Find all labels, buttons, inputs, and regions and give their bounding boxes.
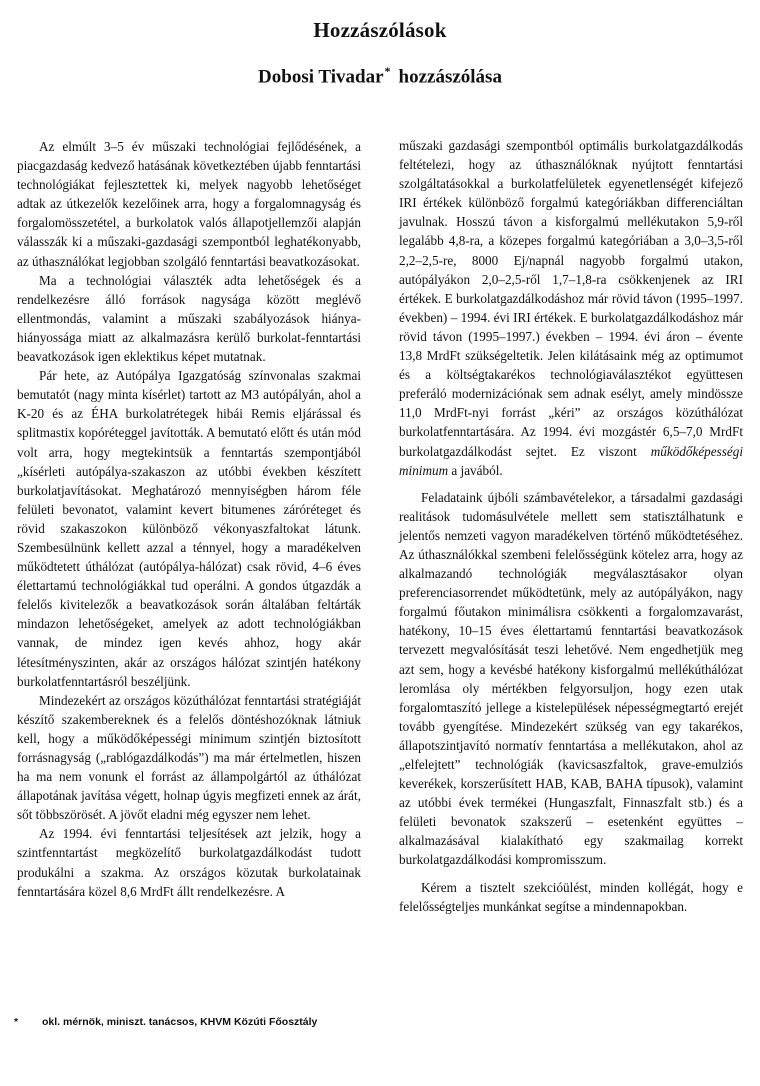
author-name: Dobosi Tivadar: [258, 66, 384, 88]
left-column: [17, 137, 361, 901]
article-subtitle: [0, 64, 760, 88]
continuation-text: műszaki gazdasági szempontból optimális burkolatgazdálkodás feltételezi, hogy az úthasználóknak nyújtott fenntartási szolgáltatásokkal a burkolatfelületek egyenetlenségét kifejező IRI értékek különböző forgalmú kategóriákban differenciáltan javulnak. Hosszú távon a kisforgalmú mellékutakon 5,9-ről legalább 4,8-ra, a közepes forgalmú kategóriában a 3,0–3,5-ről 2,2–2,5-re, 8000 Ej/napnál nagyobb forgalmú utakon, autópályákon 2,0–2,5-ről 1,7–1,8-ra csökkenjenek az IRI értékek. E burkolatgazdálkodáshoz már rövid távon (1995–1997. években) – 1994. évi IRI értékek. E burkolatgazdálkodáshoz már rövid távon (1995–1997.) években – 1994. évi áron – évente 13,8 MrdFt szükségeltetik. Jelen kilátásaink még az optimumot és a költségtakarékos technológiaválasztékot együttesen preferáló modernizációnak sem adnak esélyt, amely mindössze 11,0 MrdFt-nyi forrást „kéri” az országos közúthálózat burkolatfenntartására. Az 1994. évi mozgástér 6,5–7,0 MrdFt burkolatgazdálkodást sejtet. Ez viszont: [399, 138, 743, 459]
paragraph: Mindezekért az országos közúthálózat fenntartási stratégiáját készítő szakembereknek és a felelős döntéshozóknak látniuk kell, hogy a működőképességi minimum szintjén biztosított forrásnagyság („rablógazdálkodás”) ma már értelmetlen, hiszen ha ma nem vonunk el forrást az állampolgártól az úthálózat állapotának javítása végett, holnap úgyis megfizeti ennek az árát, sőt többszörösét. A jövőt eladni még egyszer nem lehet.: [17, 692, 361, 823]
paragraph: Az elmúlt 3–5 év műszaki technológiai fejlődésének, a piacgazdaság kedvező hatásának következtében újabb fenntartási technológiákat fejlesztettek ki, melyek nagyobb lehetőséget adtak az útkezelők kezelőinek arra, hogy a forgalomnagyság és forgalomösszetétel, a burkolatok valós állapotjellemzői alapján válasszák ki a műszaki-gazdasági szempontból leghatékonyabb, az úthasználókat legjobban szolgáló fenntartási beavatkozásokat.: [17, 139, 361, 269]
footnote-text: okl. mérnök, miniszt. tanácsos, KHVM Közúti Főosztály: [42, 1016, 318, 1028]
right-column: [399, 136, 743, 916]
author-footnote-mark: *: [384, 64, 391, 78]
paragraph-continuation: [399, 136, 743, 480]
footnote-mark: *: [14, 1016, 19, 1028]
continuation-end: a javából.: [448, 462, 503, 478]
subtitle-suffix: hozzászólása: [398, 66, 502, 88]
paragraph: Feladataink újbóli számbavételekor, a társadalmi gazdasági realitások tudomásulvétele mellett sem statisztálhatunk e jelentős nemzeti vagyon maradékelven történő működtetéséhez. Az úthasználókkal szembeni felelősségünk kötelez arra, hogy az alkalmazandó technológiák megválasztásakor olyan preferenciasorrendet működtetünk, mely az autópályákon, nagy forgalmú főutakon minimálisra csökkenti a forgalomzavarást, hatékony, 10–15 éves élettartamú fenntartási beavatkozások tervezett megvalósítását teszi lehetővé. Nem engedhetjük meg azt sem, hogy a kevésbé hatékony kisforgalmú mellékúthálózat leromlása oly mértékben felgyorsuljon, hogy ezen utak forgalomtaszító jellege a kistelepülések népességmegtartó erejét tovább gyengítése. Mindezekért szükség van egy takarékos, állapotszintjavító normatív fenntartása a mellékutakon, ahol az „elfelejtett” technológiák (kavicsaszfaltok, grave-emulziós keverékek, korszerűsített HAB, KAB, BAHA típusok), valamint az utóbbi évek termékei (Hungaszfalt, Finnaszfalt stb.) és a felületi bevonatok szakszerű – esetenként együttes – alkalmazásával kialakítható egy szakmailag korrekt burkolatgazdálkodási kompromisszum.: [399, 489, 743, 868]
footnote: [14, 1016, 317, 1028]
paragraph: Kérem a tisztelt szekcióülést, minden kollégát, hogy e felelősségteljes munkánkat segítse a mindennapokban.: [399, 879, 743, 914]
paragraph: Az 1994. évi fenntartási teljesítések azt jelzik, hogy a szintfenntartást megközelítő burkolatgazdálkodást tudott produkálni a szakma. Az országos közutak burkolatainak fenntartására közel 8,6 MrdFt állt rendelkezésre. A: [17, 826, 361, 899]
italic-phrase: működőképességi minimum: [399, 443, 743, 478]
paragraph: Pár hete, az Autópálya Igazgatóság színvonalas szakmai bemutatót (nagy minta kísérlet) tartott az M3 autópályán, ahol a K-20 és az ÉHA burkolatrétegek hibái Remis eljárással és splitmastix kopóréteggel javították. A bemutató előtt és után mód volt arra, hogy megtekintsük a fenntartás szempontjából „kísérleti autópálya-szakaszon az utóbbi években készített burkolatjavításokat. Meghatározó mennyiségben három féle felületi bevonatot, valamint kevert bitumenes záróréteget és rövid szakaszokon különböző vékonyaszfaltokat látunk. Szembesülnünk kellett azzal a ténnyel, hogy a maradékelven működtetett úthálózat (autópálya-hálózat) csak rövid, 4–6 éves élettartamú technológiákkal tud operálni. A gondos útgazdák a felelős kivitelezők a beavatkozások során általában feltárták mindazon lehetőségeket, amelyek az adott technológiákban vannak, de mindez igen kevés ahhoz, hogy akár létesítményszinten, akár az országos hálózat szintjén hatékony burkolatfenntartásról beszéljünk.: [17, 368, 361, 689]
page-title: Hozzászólások: [313, 18, 447, 42]
paragraph: Ma a technológiai választék adta lehetőségek és a rendelkezésre álló források nagysága között meglévő ellentmondás, valamint a műszaki szabályozások hiánya-hiányossága miatt az alkalmazásra kerülő burkolat-fenntartási beavatkozások igen eklektikus képet mutatnak.: [17, 272, 361, 365]
